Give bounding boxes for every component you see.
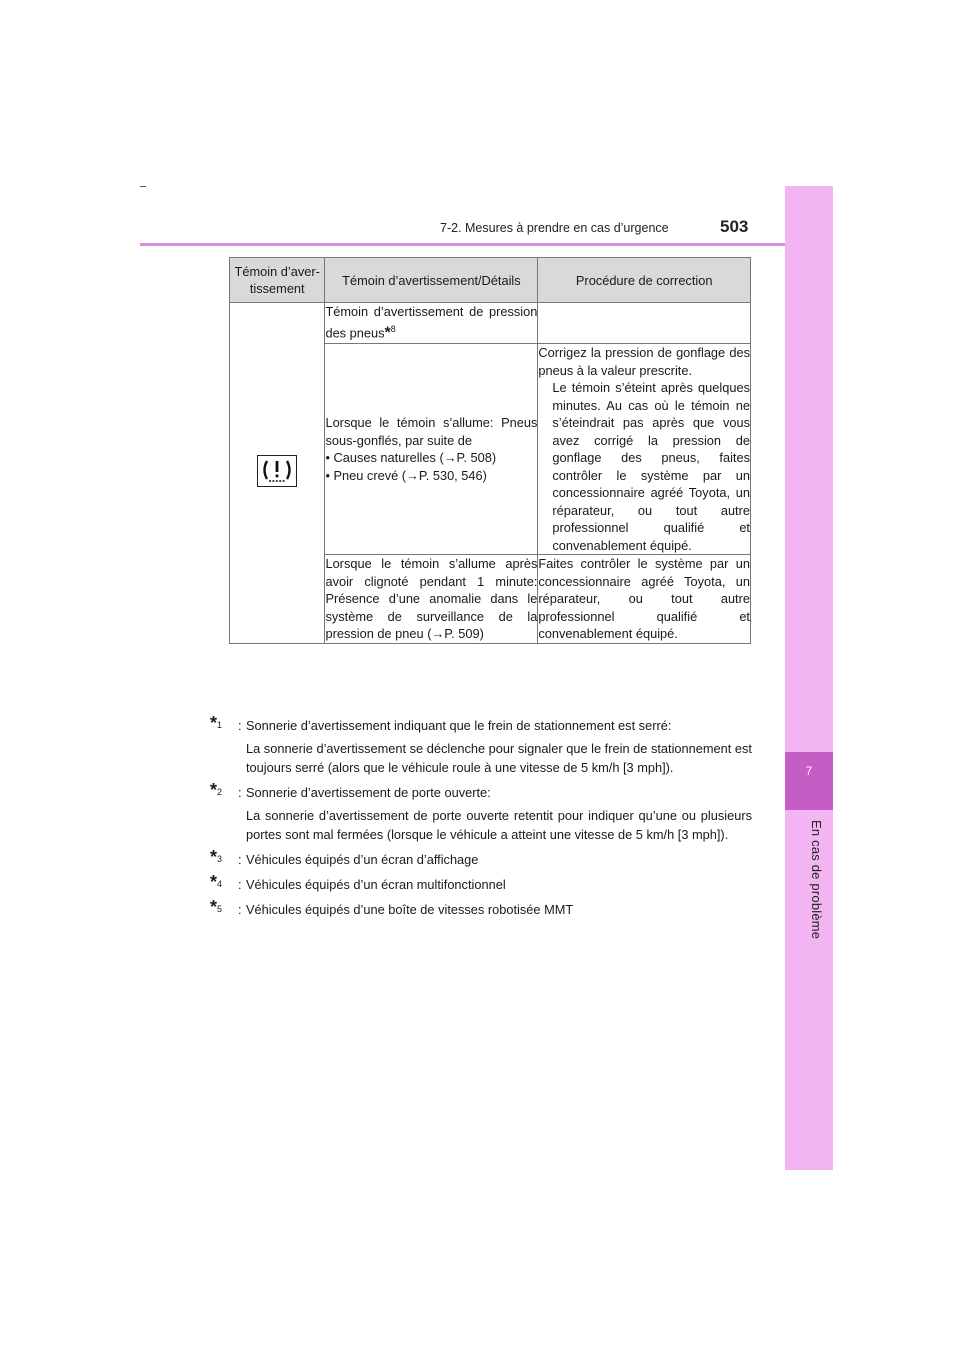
footnote-marker: *$^3$ [210,847,223,867]
details-bullet: • Causes naturelles (→P. 508) [325,450,497,465]
footnote-asterisk: * [384,323,391,341]
page-number: 503 [720,217,749,236]
correction-cell [538,344,751,555]
footnote-marker: *$^4$ [210,872,223,892]
correction-cell: Faites contrôler le système par un concessionnaire agréé Toyota, un réparateur, ou tout autre professionnel qualifié et convenablement équipé. [538,556,750,641]
footnote-title: Sonnerie d’avertissement indiquant que le frein de stationnement est serré: [246,718,672,733]
footnote-ref: 8 [390,323,396,334]
footnote-body: La sonnerie d’avertissement de porte ouverte retentit pour indiquer qu’une ou plusieurs portes sont mal fermées (lorsque le véhicule a atteint une vitesse de 5 km/h [3 mph]). [246,808,752,842]
footnote-item: *$^3$ : Véhicules équipés d’un écran d’affichage [210,850,752,869]
header-cell-details: Témoin d’avertissement/Détails [325,258,538,303]
tire-pressure-warning-icon [257,455,297,487]
details-text: Témoin d’avertissement de pression des pneus [325,304,538,340]
footnote-marker: *$^2$ [210,780,223,800]
crop-mark [140,186,146,187]
footnote-marker: *$^5$ [210,897,223,917]
footnote-title: Véhicules équipés d’une boîte de vitesses robotisée MMT [246,902,574,917]
header-cell-light: Témoin d’aver-tissement [230,258,325,303]
details-text: Lorsque le témoin s’allume: Pneus sous-gonflés, par suite de [325,415,538,448]
footnote-title: Sonnerie d’avertissement de porte ouverte: [246,785,491,800]
correction-indented-text: Le témoin s’éteint après quelques minutes. Au cas où le témoin ne s’éteindrait pas après que vous avez corrigé la pression de gonflage des pneus, faites contrôler le système par un concessionnaire agréé Toyota, un réparateur, ou tout autre professionnel qualifié et convenablement équipé. [552,380,750,553]
correction-cell [538,303,751,344]
chapter-title: En cas de problème [809,820,824,940]
footnote-marker: *$^1$ [210,713,223,733]
footnote-item: *$^2$ : Sonnerie d’avertissement de porte ouverte: La sonnerie d’avertissement de porte ouverte retentit pour indiquer qu’une ou plusieurs portes sont mal fermées (lorsque le véhicule a atteint une vitesse de 5 km/h [3 mph]). [210,780,752,842]
footnote-body: La sonnerie d’avertissement se déclenche pour signaler que le frein de stationnement est toujours serré (alors que le véhicule roule à une vitesse de 5 km/h [3 mph]). [246,741,752,775]
details-cell [325,344,538,555]
footnote-item: *$^1$ : Sonnerie d’avertissement indiquant que le frein de stationnement est serré: La sonnerie d’avertissement se déclenche pour signaler que le frein de stationnement est toujours serré (alors que le véhicule roule à une vitesse de 5 km/h [3 mph]). [210,713,752,775]
footnote-title: Véhicules équipés d’un écran d’affichage [246,852,479,867]
table-header-row [230,258,751,303]
warning-light-cell [230,303,325,644]
details-cell: Lorsque le témoin s’allume après avoir clignoté pendant 1 minute: Présence d’une anomalie dans le système de surveillance de la pression de pneu (→P. 509) [325,556,538,641]
footnote-item: *$^5$ : Véhicules équipés d’une boîte de vitesses robotisée MMT [210,900,752,919]
footnote-item: *$^4$ : Véhicules équipés d’un écran multifonctionnel [210,875,752,894]
warning-light-table [229,257,751,644]
header-cell-correction: Procédure de correction [538,258,751,303]
details-bullet: • Pneu crevé (→P. 530, 546) [325,467,487,483]
header-rule [140,243,827,246]
running-head: 7-2. Mesures à prendre en cas d’urgence [440,221,669,235]
details-cell [325,303,538,344]
chapter-number-marker [785,752,833,810]
chapter-number: 7 [805,764,813,778]
footnotes [210,713,752,925]
chapter-side-tab[interactable] [785,186,833,1170]
table-row [230,303,751,344]
correction-text: Corrigez la pression de gonflage des pneus à la valeur prescrite. [538,345,750,378]
footnote-title: Véhicules équipés d’un écran multifonctionnel [246,877,506,892]
